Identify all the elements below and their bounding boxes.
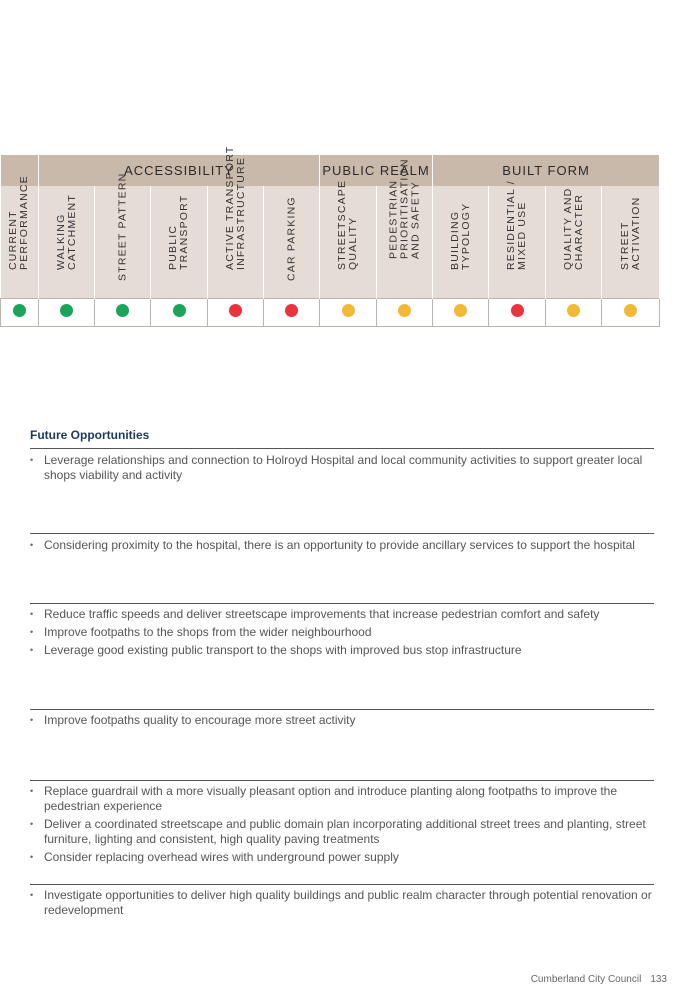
criterion-label: STREET ACTIVATION — [618, 196, 642, 270]
criterion-label: CAR PARKING — [285, 196, 298, 281]
rating-cell — [95, 299, 151, 327]
opportunity-item: • Leverage relationships and connection to Holroyd Hospital and local community activities to support greater local shops viability and activity — [30, 453, 654, 483]
opportunity-list — [30, 713, 654, 731]
rating-cell — [151, 299, 208, 327]
criterion-header — [546, 186, 602, 299]
criterion-label: STREET PATTERN — [116, 172, 128, 281]
criterion-header — [320, 179, 377, 299]
criterion-header — [1, 175, 39, 299]
opportunity-item: • Consider replacing overhead wires with underground power supply — [30, 850, 654, 865]
rating-dot-amber — [567, 304, 580, 317]
rating-dot-red — [285, 304, 298, 317]
criterion-label: STREETSCAPE QUALITY — [336, 179, 360, 270]
group-header-accessibility: ACCESSIBILITY — [39, 155, 320, 186]
criterion-label: PUBLIC TRANSPORT — [167, 194, 190, 270]
footer-organisation: Cumberland City Council — [530, 974, 642, 985]
rating-cell — [264, 299, 320, 327]
opportunity-item: • Leverage good existing public transport to the shops with improved bus stop infrastructure — [30, 643, 654, 658]
criterion-header — [602, 186, 660, 299]
rating-dot-green — [13, 304, 26, 317]
criterion-label: CURRENT PERFORMANCE — [7, 175, 31, 270]
future-opportunities-title: Future Opportunities — [30, 428, 150, 442]
page-number: 133 — [650, 974, 667, 985]
rating-cell — [377, 299, 433, 327]
opportunity-list — [30, 538, 654, 556]
section-divider — [30, 780, 654, 781]
rating-dot-green — [60, 304, 73, 317]
rating-dot-amber — [398, 304, 411, 317]
opportunity-item: • Reduce traffic speeds and deliver streetscape improvements that increase pedestrian comfort and safety — [30, 607, 654, 622]
opportunity-item: • Considering proximity to the hospital, there is an opportunity to provide ancillary services to support the hospital — [30, 538, 654, 553]
criterion-header — [39, 186, 95, 299]
rating-cell — [433, 299, 489, 327]
opportunity-item: • Improve footpaths to the shops from the wider neighbourhood — [30, 625, 654, 640]
criterion-header — [95, 172, 151, 299]
rating-dot-amber — [454, 304, 467, 317]
rating-dot-amber — [342, 304, 355, 317]
criterion-label: QUALITY AND CHARACTER — [561, 187, 585, 270]
rating-cell — [1, 299, 39, 327]
rating-cell — [39, 299, 95, 327]
criterion-label: PEDESTRIAN PRIORITISATION AND SAFETY — [387, 158, 422, 259]
opportunity-item: • Replace guardrail with a more visually pleasant option and introduce planting along footpaths to improve the pedestrian experience — [30, 784, 654, 814]
rating-dot-amber — [624, 304, 637, 317]
opportunity-list — [30, 888, 654, 921]
criterion-label: BUILDING TYPOLOGY — [448, 202, 472, 270]
criterion-header — [151, 186, 208, 299]
rating-cell — [320, 299, 377, 327]
section-divider — [30, 533, 654, 534]
group-header-public-realm: PUBLIC REALM — [320, 155, 433, 186]
assessment-matrix — [0, 145, 660, 327]
criterion-label: WALKING CATCHMENT — [54, 194, 78, 270]
criterion-label: RESIDENTIAL / MIXED USE — [505, 180, 529, 270]
criterion-header — [377, 158, 433, 299]
section-divider — [30, 709, 654, 710]
rating-dot-red — [229, 304, 242, 317]
opportunity-list — [30, 453, 654, 486]
rating-dot-green — [116, 304, 129, 317]
page-footer — [531, 974, 667, 985]
group-header-built-form: BUILT FORM — [433, 155, 660, 186]
criterion-label: ACTIVE TRANSPORT INFRASTRUCTURE — [223, 145, 247, 270]
criterion-header — [433, 186, 489, 299]
opportunity-item: • Investigate opportunities to deliver high quality buildings and public realm character through potential renovation or redevelopment — [30, 888, 654, 918]
rating-dot-green — [173, 304, 186, 317]
rating-cell — [208, 299, 264, 327]
criterion-header — [208, 145, 264, 299]
section-divider — [30, 884, 654, 885]
opportunity-list — [30, 607, 654, 661]
opportunity-list — [30, 784, 654, 868]
rating-dot-red — [511, 304, 524, 317]
criterion-header — [489, 180, 546, 299]
section-divider — [30, 448, 654, 449]
opportunity-item: • Improve footpaths quality to encourage more street activity — [30, 713, 654, 728]
rating-cell — [489, 299, 546, 327]
rating-cell — [602, 299, 660, 327]
opportunity-item: • Deliver a coordinated streetscape and public domain plan incorporating additional street trees and planting, street furniture, lighting and consistent, high quality paving treatments — [30, 817, 654, 847]
section-divider — [30, 603, 654, 604]
rating-cell — [546, 299, 602, 327]
criterion-header — [264, 186, 320, 299]
